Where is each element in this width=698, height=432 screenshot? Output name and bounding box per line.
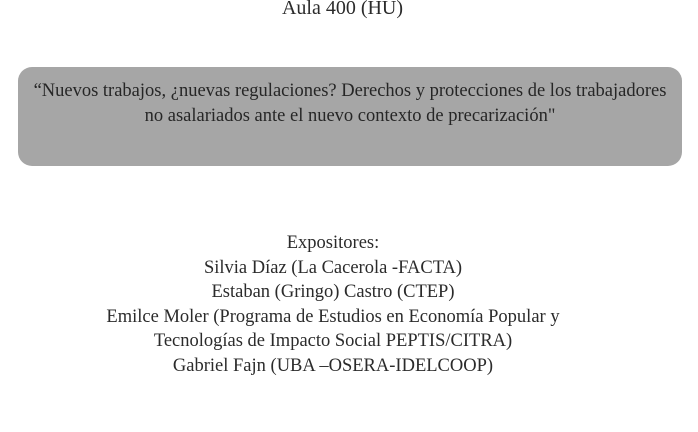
speaker-line: Silvia Díaz (La Cacerola -FACTA) [203, 257, 463, 278]
speakers-section [0, 231, 666, 378]
topic-title: “Nuevos trabajos, ¿nuevas regulaciones? Derechos y protecciones de los trabajadores no asalariados ante el nuevo contexto de precarización" [33, 81, 667, 126]
topic-box [18, 67, 682, 166]
speakers-heading: Expositores: [286, 233, 380, 253]
speaker-line: Estaban (Gringo) Castro (CTEP) [211, 282, 455, 302]
speaker-line: Gabriel Fajn (UBA –OSERA-IDELCOOP) [172, 355, 494, 376]
speaker-line: Emilce Moler (Programa de Estudios en Economía Popular y [106, 306, 560, 327]
speaker-line: Tecnologías de Impacto Social PEPTIS/CITRA) [153, 331, 513, 351]
venue-title: Aula 400 (HU) [281, 0, 404, 19]
